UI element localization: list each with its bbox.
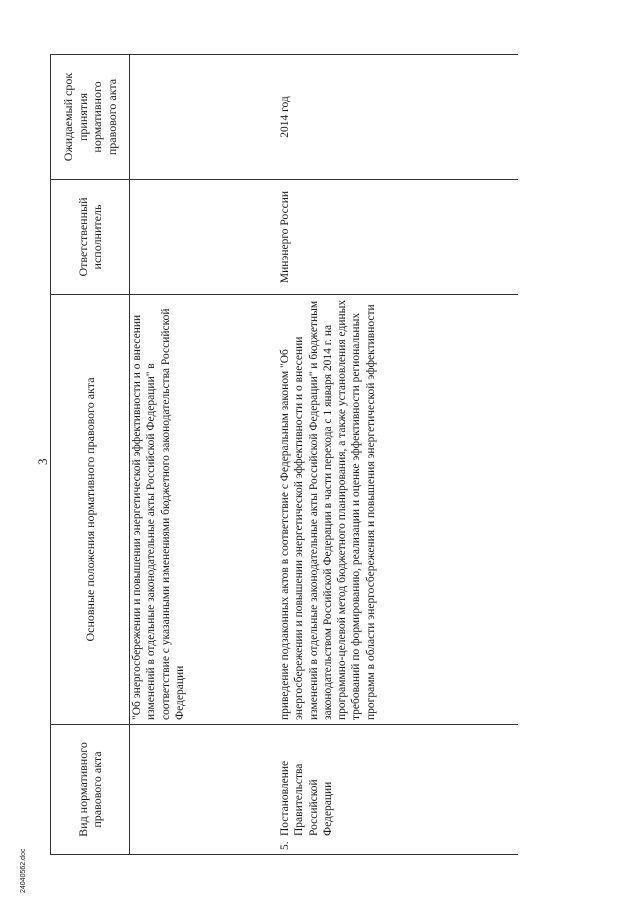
- cell-executor: Минэнерго России: [278, 180, 518, 295]
- act-kind-text: Постановление Правительства Российской Федерации: [279, 760, 334, 836]
- cell-deadline: 2014 год: [278, 55, 518, 180]
- page-number: 3: [35, 458, 50, 465]
- table-row: [278, 55, 518, 855]
- cell-deadline: [130, 55, 279, 180]
- header-act-kind: Вид нормативного правового акта: [51, 725, 130, 855]
- footer-file-code: 24040562.doc: [20, 848, 27, 893]
- legal-acts-table: [50, 54, 518, 855]
- table-header-row: [51, 55, 130, 855]
- row-number: 5.: [279, 841, 291, 850]
- cell-kind: [130, 725, 279, 855]
- cell-executor: [130, 180, 279, 295]
- cell-provisions: приведение подзаконных актов в соответствие с Федеральным законом "Об энергосбережении и повышении энергетической эффективности и о внесении изменений в отдельные законодательные акты Российской Федерации" и бюджетным законодательством Российской Федерации в части перехода с 1 января 2014 г. на программно-целевой метод бюджетного планирования, а также установления единых требований по формированию, реализации и оценке эффективности региональных программ в области энергосбережения и повышения энергетической эффективности: [278, 295, 518, 725]
- header-executor: Ответственный исполнитель: [51, 180, 130, 295]
- header-deadline: Ожидаемый срок принятия нормативного правового акта: [51, 55, 130, 180]
- cell-provisions: "Об энергосбережении и повышении энергетической эффективности и о внесении изменений в отдельные законодательные акты Российской Федерации" в соответствие с указанными изменениями бюджетного законодательства Российской Федерации: [130, 295, 279, 725]
- cell-kind: [278, 725, 518, 855]
- header-provisions: Основные положения нормативного правового акта: [51, 295, 130, 725]
- table-row-continuation: [130, 55, 279, 855]
